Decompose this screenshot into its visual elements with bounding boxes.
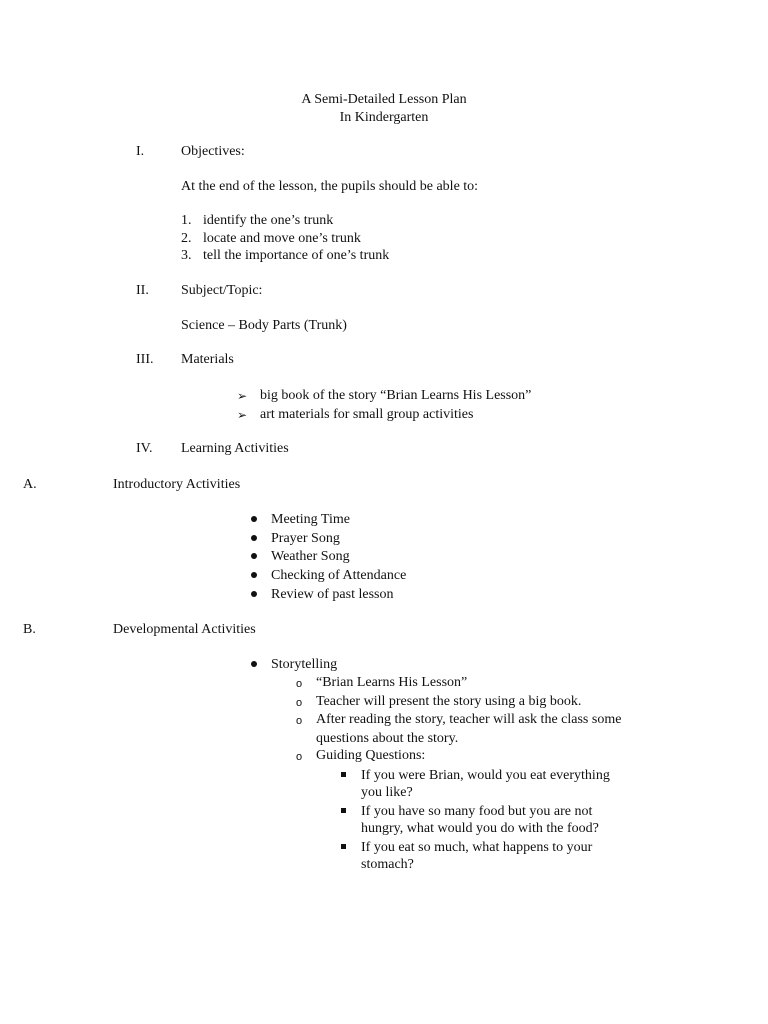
section-numeral-objectives: I. bbox=[136, 144, 145, 159]
arrow-bullet-icon: ➢ bbox=[237, 389, 248, 403]
objective-number: 2. bbox=[181, 231, 192, 246]
square-bullet-icon bbox=[341, 808, 346, 813]
guiding-question-continued: you like? bbox=[361, 785, 413, 800]
bullet-dot-icon bbox=[251, 516, 257, 522]
developmental-subitem: Teacher will present the story using a big book. bbox=[316, 694, 582, 709]
introductory-item: Meeting Time bbox=[271, 512, 350, 527]
bullet-dot-icon bbox=[251, 553, 257, 559]
section-letter-developmental: B. bbox=[23, 622, 36, 637]
developmental-item: Storytelling bbox=[271, 657, 338, 672]
objectives-intro: At the end of the lesson, the pupils should be able to: bbox=[181, 179, 479, 194]
subject-text: Science – Body Parts (Trunk) bbox=[181, 318, 347, 333]
section-numeral-materials: III. bbox=[136, 352, 154, 367]
section-heading-materials: Materials bbox=[181, 352, 234, 367]
developmental-subitem: “Brian Learns His Lesson” bbox=[316, 675, 468, 690]
developmental-subitem: Guiding Questions: bbox=[316, 748, 426, 763]
objective-number: 3. bbox=[181, 248, 192, 263]
circle-bullet-icon: o bbox=[296, 751, 303, 763]
introductory-item: Weather Song bbox=[271, 549, 350, 564]
section-heading-activities: Learning Activities bbox=[181, 441, 289, 456]
circle-bullet-icon: o bbox=[296, 697, 303, 709]
objective-item: identify the one’s trunk bbox=[203, 213, 334, 228]
section-heading-objectives: Objectives: bbox=[181, 144, 245, 159]
page-subtitle: In Kindergarten bbox=[339, 110, 429, 125]
objective-number: 1. bbox=[181, 213, 192, 228]
bullet-dot-icon bbox=[251, 572, 257, 578]
bullet-dot-icon bbox=[251, 661, 257, 667]
objective-item: locate and move one’s trunk bbox=[203, 231, 361, 246]
page-title: A Semi-Detailed Lesson Plan bbox=[301, 92, 467, 107]
square-bullet-icon bbox=[341, 844, 346, 849]
square-bullet-icon bbox=[341, 772, 346, 777]
section-heading-developmental: Developmental Activities bbox=[113, 622, 256, 637]
introductory-item: Review of past lesson bbox=[271, 587, 394, 602]
bullet-dot-icon bbox=[251, 535, 257, 541]
arrow-bullet-icon: ➢ bbox=[237, 408, 248, 422]
circle-bullet-icon: o bbox=[296, 715, 303, 727]
guiding-question-continued: hungry, what would you do with the food? bbox=[361, 821, 599, 836]
section-heading-introductory: Introductory Activities bbox=[113, 477, 241, 492]
guiding-question-continued: stomach? bbox=[361, 857, 414, 872]
material-item: big book of the story “Brian Learns His Lesson” bbox=[260, 388, 532, 403]
guiding-question: If you eat so much, what happens to your bbox=[361, 840, 593, 855]
objective-item: tell the importance of one’s trunk bbox=[203, 248, 390, 263]
introductory-item: Prayer Song bbox=[271, 531, 340, 546]
circle-bullet-icon: o bbox=[296, 678, 303, 690]
section-heading-subject: Subject/Topic: bbox=[181, 283, 263, 298]
introductory-item: Checking of Attendance bbox=[271, 568, 407, 583]
developmental-subitem: After reading the story, teacher will ask the class some bbox=[316, 712, 622, 727]
bullet-dot-icon bbox=[251, 591, 257, 597]
section-numeral-subject: II. bbox=[136, 283, 149, 298]
developmental-subitem-continued: questions about the story. bbox=[316, 731, 459, 746]
guiding-question: If you were Brian, would you eat everything bbox=[361, 768, 610, 783]
material-item: art materials for small group activities bbox=[260, 407, 474, 422]
section-letter-introductory: A. bbox=[23, 477, 37, 492]
section-numeral-activities: IV. bbox=[136, 441, 153, 456]
guiding-question: If you have so many food but you are not bbox=[361, 804, 593, 819]
